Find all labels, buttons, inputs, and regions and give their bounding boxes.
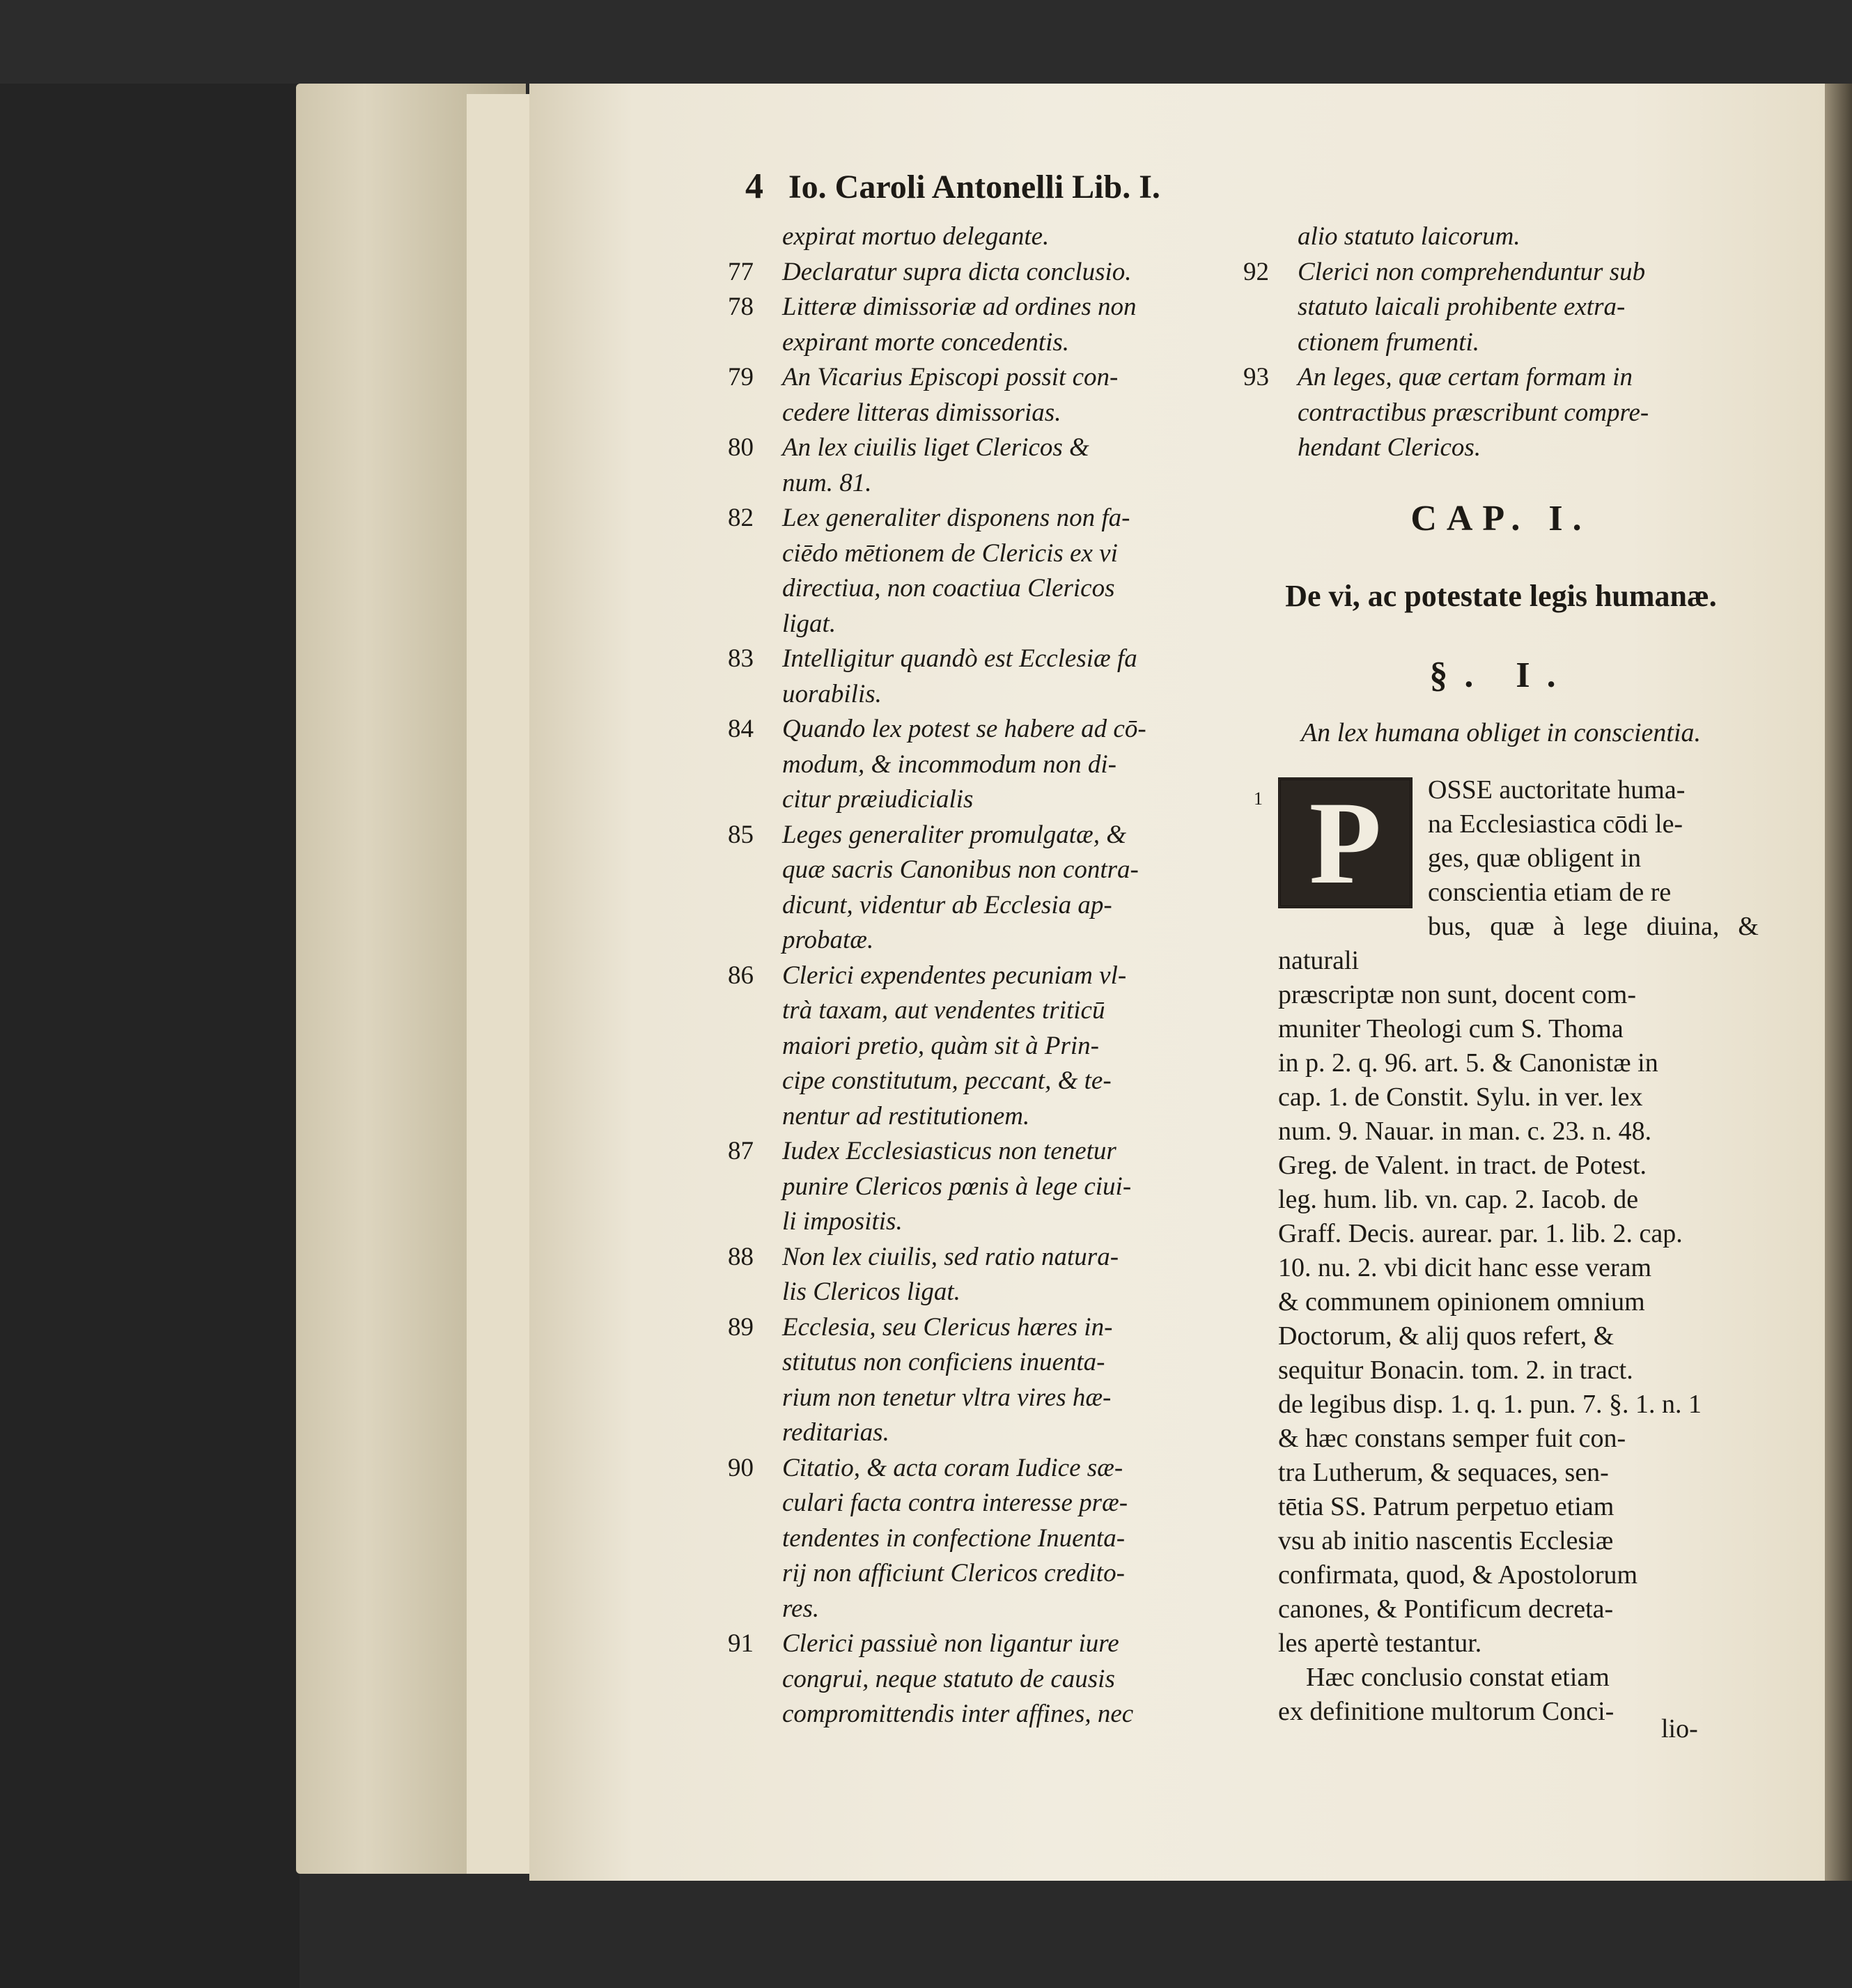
entry-line: maiori pretio, quàm sit à Prin-: [782, 1031, 1099, 1060]
entry-line: Litteræ dimissoriæ ad ordines non: [782, 293, 1137, 321]
entry-line: tendentes in confectione Inuenta-: [782, 1523, 1126, 1553]
running-title: Io. Caroli Antonelli Lib. I.: [788, 169, 1160, 205]
entry-line: An leges, quæ certam formam in: [1298, 363, 1633, 391]
body-line: muniter Theologi cum S. Thoma: [1278, 1014, 1624, 1043]
summary-entry: [728, 1451, 1243, 1627]
body-line: ges, quæ obligent in: [1428, 844, 1642, 873]
entry-line: stitutus non conficiens inuenta-: [782, 1348, 1105, 1376]
entry-text: [782, 818, 1243, 958]
entry-number: 85: [728, 820, 754, 849]
entry-line: ligat.: [782, 609, 836, 638]
chapter-heading: CAP. I.: [1410, 499, 1592, 538]
entry-text: [782, 255, 1243, 290]
entry-line: rium non tenetur vltra vires hæ-: [782, 1383, 1112, 1412]
summary-entry: [728, 1240, 1243, 1310]
entry-line: Clerici non comprehenduntur sub: [1298, 257, 1646, 286]
entry-number: 82: [728, 504, 754, 532]
entry-text: [1298, 360, 1759, 466]
entry-line: cedere litteras dimissorias.: [782, 398, 1061, 427]
entry-number: 84: [728, 715, 754, 743]
entry-line: modum, & incommodum non di-: [782, 750, 1116, 779]
entry-number: 89: [728, 1312, 754, 1342]
entry-text: [782, 360, 1243, 430]
entry-line: cipe constitutum, peccant, & te-: [782, 1066, 1112, 1095]
entry-line: dicunt, videntur ab Ecclesia ap-: [782, 890, 1112, 919]
entry-text: [782, 1240, 1243, 1310]
body-line: bus, quæ à lege diuina, & naturali: [1278, 912, 1759, 975]
entry-number: 79: [728, 363, 754, 391]
entry-text: [782, 430, 1243, 501]
body-line: Greg. de Valent. in tract. de Potest.: [1278, 1151, 1647, 1180]
entry-line: li impositis.: [782, 1207, 903, 1236]
entry-line: expirant morte concedentis.: [782, 327, 1070, 357]
entry-text: [782, 501, 1243, 642]
summary-entry: [728, 501, 1243, 642]
entry-number: 93: [1243, 363, 1269, 391]
entry-line: Declaratur supra dicta conclusio.: [782, 257, 1132, 286]
section-heading: §. I.: [1429, 655, 1573, 695]
entry-line: Clerici passiuè non ligantur iure: [782, 1629, 1119, 1658]
page-number: 4: [745, 166, 763, 206]
entry-text: [1298, 255, 1759, 361]
entry-text: [782, 712, 1243, 818]
entry-line: nentur ad restitutionem.: [782, 1101, 1030, 1131]
body-line: cap. 1. de Constit. Sylu. in ver. lex: [1278, 1082, 1643, 1112]
right-column-summary: [1243, 219, 1759, 466]
facing-page-edge: [1825, 84, 1852, 1881]
entry-line: uorabilis.: [782, 679, 882, 708]
entry-line: contractibus præscribunt compre-: [1298, 398, 1649, 427]
entry-line: compromittendis inter affines, nec: [782, 1700, 1134, 1728]
entry-text: [782, 642, 1243, 712]
entry-line: rij non afficiunt Clericos credito-: [782, 1559, 1125, 1587]
summary-entry: [1243, 255, 1759, 361]
entry-text: [782, 290, 1243, 360]
entry-number: 78: [728, 293, 754, 321]
entry-number: 91: [728, 1629, 754, 1658]
entry-line: Non lex ciuilis, sed ratio natura-: [782, 1242, 1119, 1271]
body-line: canones, & Pontificum decreta-: [1278, 1594, 1614, 1624]
body-line: conscientia etiam de re: [1428, 878, 1672, 907]
body-line: na Ecclesiastica cōdi le-: [1428, 809, 1683, 839]
catchword: lio-: [1661, 1714, 1698, 1744]
entry-line: Intelligitur quandò est Ecclesiæ fa: [782, 644, 1137, 673]
entry-line: Ecclesia, seu Clericus hæres in-: [782, 1312, 1113, 1342]
entry-line: directiua, non coactiua Clericos: [782, 574, 1115, 603]
entry-number: 88: [728, 1242, 754, 1271]
entry-line: An Vicarius Episcopi possit con-: [782, 363, 1119, 391]
entry-line: ciēdo mētionem de Clericis ex vi: [782, 538, 1118, 568]
entry-line: Citatio, & acta coram Iudice sæ-: [782, 1453, 1123, 1482]
entry-line: An lex ciuilis liget Clericos &: [782, 433, 1089, 462]
entry-line: ctionem frumenti.: [1298, 327, 1480, 357]
entry-line: lis Clericos ligat.: [782, 1278, 960, 1306]
summary-entry: [728, 712, 1243, 818]
summary-entry: [728, 430, 1243, 501]
entry-line: citur præiudicialis: [782, 785, 974, 814]
body-line: num. 9. Nauar. in man. c. 23. n. 48.: [1278, 1117, 1652, 1146]
entry-text: [782, 1310, 1243, 1451]
body-line: sequitur Bonacin. tom. 2. in tract.: [1278, 1356, 1633, 1385]
entry-number: 80: [728, 433, 754, 462]
entry-line: trà taxam, aut vendentes triticū: [782, 996, 1105, 1025]
entry-line: probatæ.: [782, 926, 874, 954]
entry-text: [782, 1626, 1243, 1732]
entry-line: punire Clericos pœnis à lege ciui-: [782, 1172, 1132, 1201]
body-line: Graff. Decis. aurear. par. 1. lib. 2. cap.: [1278, 1219, 1683, 1248]
entry-line: hendant Clericos.: [1298, 433, 1481, 462]
body-line: & hæc constans semper fuit con-: [1278, 1424, 1626, 1453]
entry-number: 92: [1243, 257, 1269, 286]
body-line: tētia SS. Patrum perpetuo etiam: [1278, 1492, 1614, 1521]
body-line: Hæc conclusio constat etiam: [1306, 1663, 1610, 1692]
body-line: tra Lutherum, & sequaces, sen-: [1278, 1458, 1609, 1487]
summary-entry: [728, 958, 1243, 1135]
entry-text: [782, 1134, 1243, 1240]
running-header: [745, 166, 1686, 207]
chapter-title: De vi, ac potestate legis humanæ.: [1285, 579, 1717, 613]
summary-entry: [728, 642, 1243, 712]
entry-line: Clerici expendentes pecuniam vl-: [782, 961, 1127, 990]
entry-line: Iudex Ecclesiasticus non tenetur: [782, 1137, 1116, 1165]
entry-number: 83: [728, 644, 754, 673]
entry-line: Quando lex potest se habere ad cō-: [782, 715, 1146, 743]
section-subheading: An lex humana obliget in conscientia.: [1300, 718, 1702, 747]
body-text: [1278, 773, 1759, 1729]
body-line: vsu ab initio nascentis Ecclesiæ: [1278, 1526, 1614, 1555]
entry-number: 90: [728, 1453, 754, 1482]
summary-entry: [728, 1626, 1243, 1732]
ornamental-drop-cap: P: [1278, 777, 1413, 908]
entry-text: [782, 1451, 1243, 1627]
entry-line: quæ sacris Canonibus non contra-: [782, 855, 1139, 884]
body-line: 10. nu. 2. vbi dicit hanc esse veram: [1278, 1253, 1652, 1282]
summary-entry: [728, 360, 1243, 430]
summary-entry: [728, 1310, 1243, 1451]
summary-entry: [728, 255, 1243, 290]
body-line: Doctorum, & alij quos refert, &: [1278, 1321, 1614, 1351]
continued-line: alio statuto laicorum.: [1298, 222, 1520, 251]
entry-line: congrui, neque statuto de causis: [782, 1664, 1115, 1693]
body-line: de legibus disp. 1. q. 1. pun. 7. §. 1. n. 1: [1278, 1390, 1702, 1419]
entry-line: reditarias.: [782, 1418, 889, 1447]
summary-entry: [728, 818, 1243, 958]
entry-line: culari facta contra interesse præ-: [782, 1489, 1128, 1517]
body-line: præscriptæ non sunt, docent com-: [1278, 980, 1636, 1009]
entry-line: res.: [782, 1594, 820, 1623]
body-line: OSSE auctoritate huma-: [1428, 775, 1686, 805]
entry-line: Leges generaliter promulgatæ, &: [782, 820, 1126, 849]
entry-number: 87: [728, 1137, 754, 1165]
body-line: leg. hum. lib. vn. cap. 2. Iacob. de: [1278, 1185, 1639, 1214]
summary-entry: [1243, 360, 1759, 466]
continued-line: expirat mortuo delegante.: [782, 222, 1050, 251]
dark-background: [0, 0, 299, 1988]
entry-line: Lex generaliter disponens non fa-: [782, 504, 1130, 532]
entry-text: [782, 958, 1243, 1135]
body-line: ex definitione multorum Conci-: [1278, 1697, 1614, 1726]
body-line: confirmata, quod, & Apostolorum: [1278, 1560, 1638, 1590]
left-column: [728, 219, 1243, 1732]
entry-number: 77: [728, 257, 754, 286]
body-line: & communem opinionem omnium: [1278, 1287, 1645, 1317]
entry-line: num. 81.: [782, 468, 872, 497]
paragraph-number: 1: [1254, 789, 1263, 809]
summary-entry: [728, 290, 1243, 360]
entry-line: statuto laicali prohibente extra-: [1298, 293, 1626, 321]
entry-number: 86: [728, 961, 754, 990]
summary-entry: [728, 1134, 1243, 1240]
dark-background-top: [0, 0, 1852, 84]
body-line: in p. 2. q. 96. art. 5. & Canonistæ in: [1278, 1048, 1658, 1078]
body-line: les apertè testantur.: [1278, 1629, 1482, 1658]
